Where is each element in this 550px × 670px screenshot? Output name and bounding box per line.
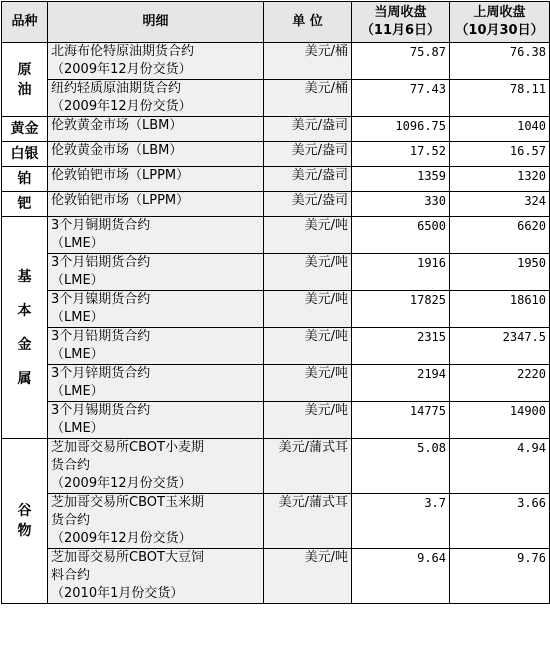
category-cell (2, 167, 48, 192)
table-row (2, 365, 550, 402)
detail-line: 芝加哥交易所CBOT小麦期 (51, 440, 204, 455)
detail-line: 3个月镍期货合约 (51, 292, 151, 307)
category-label (5, 62, 44, 98)
detail-cell (48, 549, 264, 604)
detail-cell (48, 167, 264, 192)
category-cell (2, 43, 48, 117)
category-cell (2, 439, 48, 604)
header-unit: 单 位 (264, 2, 352, 43)
detail-line: 货合约 (51, 458, 91, 473)
last-week-close-cell: 1950 (450, 254, 550, 291)
this-week-close-cell: 1096.75 (352, 117, 450, 142)
header-category: 品种 (2, 2, 48, 43)
commodity-price-table-container (1, 1, 549, 604)
header-this-week-label: 当周收盘 (374, 5, 427, 20)
header-this-week (352, 2, 450, 43)
category-char: 基 (17, 268, 32, 285)
detail-line: 伦敦黄金市场（LBM） (51, 143, 183, 158)
category-char: 油 (17, 81, 32, 98)
table-row (2, 142, 550, 167)
category-char: 谷 (17, 503, 32, 519)
table-row (2, 254, 550, 291)
unit-cell: 美元/蒲式耳 (264, 439, 352, 494)
category-char: 黄金 (10, 121, 39, 137)
table-body (2, 43, 550, 604)
unit-cell: 美元/盎司 (264, 117, 352, 142)
table-row (2, 328, 550, 365)
category-label (5, 121, 44, 137)
detail-line: 伦敦黄金市场（LBM） (51, 118, 183, 133)
detail-line: 芝加哥交易所CBOT大豆饲 (51, 550, 204, 565)
table-row (2, 439, 550, 494)
detail-cell (48, 365, 264, 402)
this-week-close-cell: 9.64 (352, 549, 450, 604)
detail-line: （2010年1月份交货） (51, 586, 184, 601)
table-row (2, 192, 550, 217)
detail-line: 芝加哥交易所CBOT玉米期 (51, 495, 204, 510)
unit-cell: 美元/吨 (264, 402, 352, 439)
category-char: 铂 (17, 171, 32, 187)
category-char: 白银 (10, 146, 39, 162)
detail-cell (48, 142, 264, 167)
detail-cell (48, 43, 264, 80)
last-week-close-cell: 6620 (450, 217, 550, 254)
table-row (2, 217, 550, 254)
category-cell (2, 142, 48, 167)
detail-line: （2009年12月份交货） (51, 99, 192, 114)
header-last-week (450, 2, 550, 43)
table-row (2, 402, 550, 439)
category-label (5, 171, 44, 187)
last-week-close-cell: 76.38 (450, 43, 550, 80)
unit-cell: 美元/桶 (264, 80, 352, 117)
commodity-price-table (1, 1, 550, 604)
unit-cell: 美元/吨 (264, 217, 352, 254)
table-row (2, 43, 550, 80)
category-cell (2, 192, 48, 217)
detail-cell (48, 291, 264, 328)
detail-line: （LME） (51, 273, 104, 288)
detail-line: 3个月铜期货合约 (51, 218, 151, 233)
this-week-close-cell: 14775 (352, 402, 450, 439)
category-char: 金 (17, 336, 32, 353)
detail-line: 纽约轻质原油期货合约 (51, 81, 182, 96)
category-label (5, 146, 44, 162)
detail-cell (48, 117, 264, 142)
unit-cell: 美元/桶 (264, 43, 352, 80)
last-week-close-cell: 1320 (450, 167, 550, 192)
unit-cell: 美元/盎司 (264, 192, 352, 217)
this-week-close-cell: 17.52 (352, 142, 450, 167)
last-week-close-cell: 78.11 (450, 80, 550, 117)
this-week-close-cell: 330 (352, 192, 450, 217)
detail-cell (48, 80, 264, 117)
detail-line: 伦敦铂钯市场（LPPM） (51, 193, 190, 208)
table-row (2, 494, 550, 549)
detail-line: 3个月锌期货合约 (51, 366, 151, 381)
detail-line: （2009年12月份交货） (51, 531, 192, 546)
header-last-week-label: 上周收盘 (473, 5, 526, 20)
table-row (2, 117, 550, 142)
category-cell (2, 117, 48, 142)
detail-cell (48, 494, 264, 549)
table-row (2, 549, 550, 604)
last-week-close-cell: 324 (450, 192, 550, 217)
last-week-close-cell: 3.66 (450, 494, 550, 549)
category-cell (2, 217, 48, 439)
last-week-close-cell: 1040 (450, 117, 550, 142)
unit-cell: 美元/吨 (264, 291, 352, 328)
detail-line: 货合约 (51, 513, 91, 528)
category-label (5, 503, 44, 539)
category-label (5, 269, 44, 387)
this-week-close-cell: 6500 (352, 217, 450, 254)
category-char: 钯 (17, 196, 32, 212)
header-last-week-date: （10月30日） (455, 23, 544, 38)
detail-cell (48, 254, 264, 291)
category-char: 物 (17, 523, 32, 539)
unit-cell: 美元/蒲式耳 (264, 494, 352, 549)
category-char: 原 (17, 61, 32, 78)
this-week-close-cell: 1359 (352, 167, 450, 192)
this-week-close-cell: 2315 (352, 328, 450, 365)
header-detail: 明细 (48, 2, 264, 43)
category-char: 属 (17, 370, 32, 387)
table-row (2, 291, 550, 328)
detail-line: （LME） (51, 347, 104, 362)
table-row (2, 167, 550, 192)
detail-cell (48, 402, 264, 439)
detail-line: 料合约 (51, 568, 91, 583)
detail-cell (48, 328, 264, 365)
this-week-close-cell: 2194 (352, 365, 450, 402)
last-week-close-cell: 14900 (450, 402, 550, 439)
this-week-close-cell: 17825 (352, 291, 450, 328)
detail-line: 北海布伦特原油期货合约 (51, 44, 195, 59)
detail-line: 3个月铅期货合约 (51, 329, 151, 344)
this-week-close-cell: 75.87 (352, 43, 450, 80)
unit-cell: 美元/吨 (264, 328, 352, 365)
table-row (2, 80, 550, 117)
detail-line: （LME） (51, 236, 104, 251)
category-char: 本 (17, 302, 32, 319)
detail-line: （LME） (51, 384, 104, 399)
unit-cell: 美元/盎司 (264, 142, 352, 167)
detail-line: （2009年12月份交货） (51, 476, 192, 491)
last-week-close-cell: 18610 (450, 291, 550, 328)
detail-line: 3个月锡期货合约 (51, 403, 151, 418)
detail-line: （LME） (51, 310, 104, 325)
last-week-close-cell: 16.57 (450, 142, 550, 167)
detail-line: （LME） (51, 421, 104, 436)
detail-line: 伦敦铂钯市场（LPPM） (51, 168, 190, 183)
detail-cell (48, 192, 264, 217)
detail-cell (48, 439, 264, 494)
last-week-close-cell: 2347.5 (450, 328, 550, 365)
this-week-close-cell: 3.7 (352, 494, 450, 549)
detail-line: （2009年12月份交货） (51, 62, 192, 77)
header-this-week-date: （11月6日） (360, 23, 441, 38)
last-week-close-cell: 9.76 (450, 549, 550, 604)
this-week-close-cell: 5.08 (352, 439, 450, 494)
last-week-close-cell: 2220 (450, 365, 550, 402)
unit-cell: 美元/盎司 (264, 167, 352, 192)
category-label (5, 196, 44, 212)
unit-cell: 美元/吨 (264, 254, 352, 291)
detail-cell (48, 217, 264, 254)
this-week-close-cell: 77.43 (352, 80, 450, 117)
this-week-close-cell: 1916 (352, 254, 450, 291)
unit-cell: 美元/吨 (264, 549, 352, 604)
last-week-close-cell: 4.94 (450, 439, 550, 494)
unit-cell: 美元/吨 (264, 365, 352, 402)
header-row (2, 2, 550, 43)
detail-line: 3个月铝期货合约 (51, 255, 151, 270)
